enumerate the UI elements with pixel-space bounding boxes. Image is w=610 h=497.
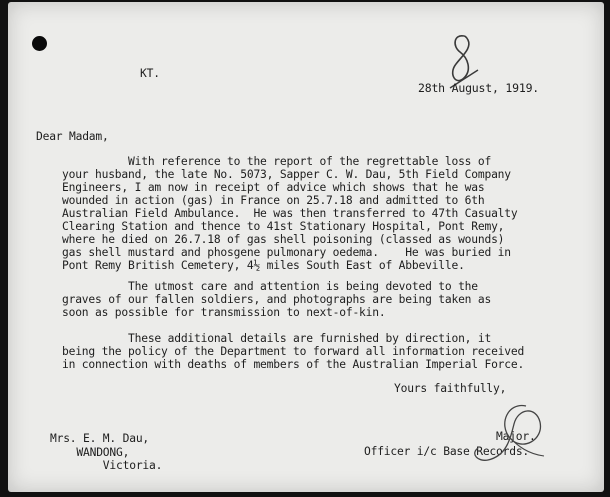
salutation: Dear Madam,	[36, 130, 109, 143]
closing-line: Yours faithfully,	[394, 382, 507, 395]
body-paragraph-1: With reference to the report of the regrettable loss of your husband, the late No. 5073, Sapper C. W. Dau, 5th Field Company Engineers, I am now in receipt of advice which shows that he was wounded in action (gas) in France on 25.7.18 and admitted to 6th Australian Field Ambulance. He was then transferred to 47th Casualty Clearing Station and thence to 41st Stationary Hospital, Pont Remy, where he died on 26.7.18 of gas shell poisoning (classed as wounds) gas shell mustard and phosgene pulmonary oedema. He was buried in Pont Remy British Cemetery, 4½ miles South East of Abbeville.	[62, 155, 518, 272]
signature-rank: Major.	[496, 430, 536, 443]
body-paragraph-3: These additional details are furnished by direction, it being the policy of the Department to forward all information received in connection with deaths of members of the Australian Imperial Force.	[62, 332, 525, 371]
signature-title: Officer i/c Base Records.	[364, 445, 530, 458]
letter-date: 28th August, 1919.	[418, 81, 540, 95]
body-paragraph-2: The utmost care and attention is being devoted to the graves of our fallen soldiers, and photographs are being taken as soon as possible for transmission to next-of-kin.	[62, 280, 492, 319]
punch-hole	[32, 36, 47, 51]
letter-page	[8, 2, 604, 492]
addressee-block: Mrs. E. M. Dau, WANDONG, Victoria.	[50, 432, 163, 472]
handwritten-signature	[448, 394, 568, 474]
reference-code: KT.	[140, 67, 160, 80]
